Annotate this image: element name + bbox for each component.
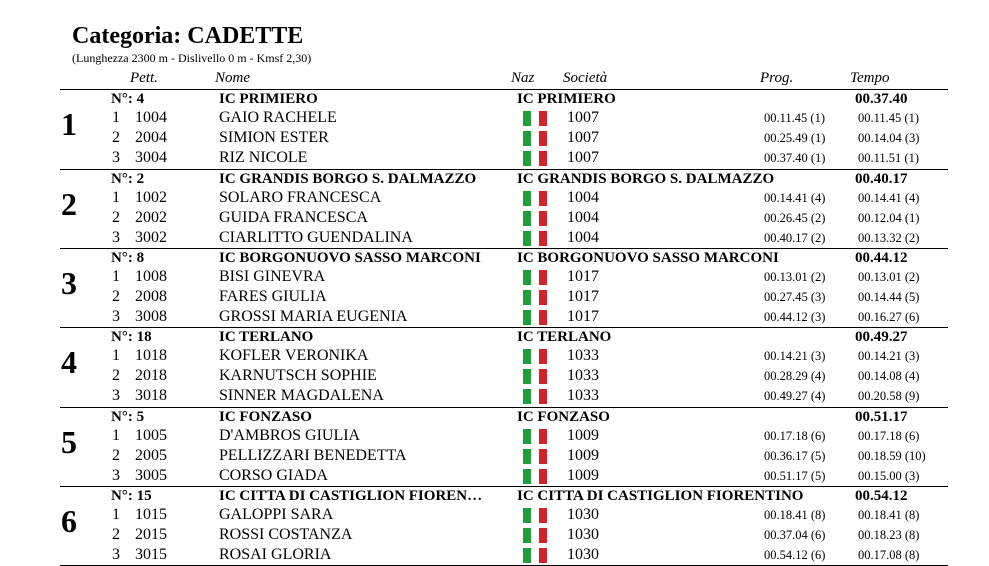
italy-flag-icon <box>523 151 547 166</box>
athlete-bib: 3002 <box>135 229 167 246</box>
athlete-bib: 3015 <box>135 546 167 563</box>
athlete-name: RIZ NICOLE <box>219 149 308 166</box>
athlete-name: ROSAI GLORIA <box>219 546 332 563</box>
athlete-split-time: 00.15.00 (3) <box>858 469 920 483</box>
athlete-split-time: 00.11.45 (1) <box>858 111 919 125</box>
team-header-row <box>0 486 989 506</box>
italy-flag-icon <box>523 369 547 384</box>
athlete-progressive-time: 00.14.21 (3) <box>764 349 826 363</box>
athlete-row <box>0 426 989 446</box>
italy-flag-icon <box>523 310 547 325</box>
athlete-leg: 2 <box>112 129 120 146</box>
athlete-name: ROSSI COSTANZA <box>219 526 353 543</box>
team-number: N°: 8 <box>111 250 145 266</box>
athlete-club-code: 1009 <box>567 427 599 444</box>
athlete-leg: 1 <box>112 506 120 523</box>
team-rank: 2 <box>61 186 77 222</box>
team-total-time: 00.49.27 <box>855 329 908 345</box>
athlete-bib: 3008 <box>135 308 167 325</box>
athlete-split-time: 00.18.23 (8) <box>858 528 920 542</box>
team-name: IC PRIMIERO <box>219 91 318 107</box>
athlete-leg: 1 <box>112 268 120 285</box>
athlete-club-code: 1007 <box>567 149 599 166</box>
athlete-leg: 2 <box>112 288 120 305</box>
italy-flag-icon <box>523 131 547 146</box>
athlete-name: GALOPPI SARA <box>219 506 334 523</box>
column-nome: Nome <box>215 70 250 86</box>
athlete-club-code: 1007 <box>567 109 599 126</box>
italy-flag-icon <box>523 508 547 523</box>
team-society: IC BORGONUOVO SASSO MARCONI <box>517 250 779 266</box>
athlete-bib: 3018 <box>135 387 167 404</box>
athlete-split-time: 00.13.01 (2) <box>858 270 920 284</box>
team-rank: 5 <box>61 424 77 460</box>
athlete-club-code: 1004 <box>567 209 599 226</box>
athlete-club-code: 1017 <box>567 308 599 325</box>
athlete-split-time: 00.14.44 (5) <box>858 290 920 304</box>
athlete-split-time: 00.18.41 (8) <box>858 508 920 522</box>
athlete-row <box>0 545 989 565</box>
athlete-leg: 2 <box>112 447 120 464</box>
athlete-row <box>0 108 989 128</box>
team-rank: 3 <box>61 265 77 301</box>
athlete-leg: 1 <box>112 109 120 126</box>
italy-flag-icon <box>523 111 547 126</box>
category-title: Categoria: CADETTE <box>72 23 304 49</box>
team-total-time: 00.51.17 <box>855 409 908 425</box>
athlete-progressive-time: 00.27.45 (3) <box>764 290 826 304</box>
athlete-row <box>0 386 989 406</box>
italy-flag-icon <box>523 231 547 246</box>
athlete-progressive-time: 00.51.17 (5) <box>764 469 826 483</box>
athlete-row <box>0 148 989 168</box>
athlete-progressive-time: 00.26.45 (2) <box>764 211 826 225</box>
athlete-name: FARES GIULIA <box>219 288 327 305</box>
athlete-club-code: 1030 <box>567 546 599 563</box>
athlete-progressive-time: 00.44.12 (3) <box>764 310 826 324</box>
team-block <box>0 327 989 406</box>
italy-flag-icon <box>523 211 547 226</box>
team-total-time: 00.40.17 <box>855 171 908 187</box>
athlete-row <box>0 228 989 248</box>
athlete-bib: 3004 <box>135 149 167 166</box>
athlete-split-time: 00.17.08 (8) <box>858 548 920 562</box>
athlete-name: SINNER MAGDALENA <box>219 387 384 404</box>
athlete-bib: 1002 <box>135 189 167 206</box>
athlete-name: D'AMBROS GIULIA <box>219 427 361 444</box>
athlete-split-time: 00.14.41 (4) <box>858 191 920 205</box>
team-total-time: 00.37.40 <box>855 91 908 107</box>
athlete-row <box>0 505 989 525</box>
athlete-bib: 2005 <box>135 447 167 464</box>
athlete-split-time: 00.18.59 (10) <box>858 449 926 463</box>
athlete-split-time: 00.20.58 (9) <box>858 389 920 403</box>
italy-flag-icon <box>523 429 547 444</box>
athlete-progressive-time: 00.36.17 (5) <box>764 449 826 463</box>
team-number: N°: 4 <box>111 91 145 107</box>
athlete-leg: 2 <box>112 367 120 384</box>
athlete-split-time: 00.14.04 (3) <box>858 131 920 145</box>
athlete-name: KARNUTSCH SOPHIE <box>219 367 377 384</box>
athlete-row <box>0 287 989 307</box>
italy-flag-icon <box>523 389 547 404</box>
athlete-row <box>0 366 989 386</box>
athlete-split-time: 00.16.27 (6) <box>858 310 920 324</box>
athlete-club-code: 1009 <box>567 467 599 484</box>
column-prog: Prog. <box>760 70 794 86</box>
team-number: N°: 18 <box>111 329 152 345</box>
italy-flag-icon <box>523 469 547 484</box>
athlete-bib: 2018 <box>135 367 167 384</box>
athlete-leg: 1 <box>112 347 120 364</box>
athlete-progressive-time: 00.13.01 (2) <box>764 270 826 284</box>
athlete-leg: 3 <box>112 229 120 246</box>
athlete-bib: 1005 <box>135 427 167 444</box>
italy-flag-icon <box>523 528 547 543</box>
athlete-row <box>0 446 989 466</box>
athlete-bib: 1004 <box>135 109 167 126</box>
team-society: IC TERLANO <box>517 329 612 345</box>
athlete-name: GUIDA FRANCESCA <box>219 209 368 226</box>
athlete-name: GAIO RACHELE <box>219 109 337 126</box>
column-tempo: Tempo <box>850 70 890 86</box>
athlete-row <box>0 466 989 486</box>
athlete-name: BISI GINEVRA <box>219 268 326 285</box>
athlete-name: PELLIZZARI BENEDETTA <box>219 447 407 464</box>
athlete-club-code: 1033 <box>567 367 599 384</box>
athlete-progressive-time: 00.49.27 (4) <box>764 389 826 403</box>
athlete-name: SIMION ESTER <box>219 129 329 146</box>
athlete-progressive-time: 00.18.41 (8) <box>764 508 826 522</box>
italy-flag-icon <box>523 548 547 563</box>
team-name: IC FONZASO <box>219 409 312 425</box>
column-societa: Società <box>563 70 608 86</box>
athlete-bib: 2004 <box>135 129 167 146</box>
athlete-club-code: 1007 <box>567 129 599 146</box>
athlete-leg: 1 <box>112 427 120 444</box>
athlete-row <box>0 208 989 228</box>
team-name: IC CITTA DI CASTIGLION FIOREN… <box>219 488 483 504</box>
team-block <box>0 486 989 565</box>
team-header-row <box>0 407 989 427</box>
column-pett: Pett. <box>130 70 158 86</box>
athlete-club-code: 1030 <box>567 506 599 523</box>
athlete-bib: 2008 <box>135 288 167 305</box>
team-rank: 4 <box>61 344 77 380</box>
column-naz: Naz <box>511 70 535 86</box>
athlete-bib: 3005 <box>135 467 167 484</box>
team-header-row <box>0 89 989 109</box>
athlete-club-code: 1033 <box>567 387 599 404</box>
athlete-club-code: 1017 <box>567 268 599 285</box>
team-block <box>0 169 989 248</box>
athlete-progressive-time: 00.37.40 (1) <box>764 151 826 165</box>
team-name: IC BORGONUOVO SASSO MARCONI <box>219 250 481 266</box>
team-header-row <box>0 248 989 268</box>
athlete-split-time: 00.14.08 (4) <box>858 369 920 383</box>
athlete-progressive-time: 00.17.18 (6) <box>764 429 826 443</box>
team-name: IC GRANDIS BORGO S. DALMAZZO <box>219 171 477 187</box>
italy-flag-icon <box>523 349 547 364</box>
team-block <box>0 407 989 486</box>
category-subtitle: (Lunghezza 2300 m - Dislivello 0 m - Kmsf 2,30) <box>72 51 312 65</box>
athlete-leg: 3 <box>112 387 120 404</box>
athlete-row <box>0 346 989 366</box>
athlete-progressive-time: 00.54.12 (6) <box>764 548 826 562</box>
athlete-row <box>0 267 989 287</box>
athlete-club-code: 1009 <box>567 447 599 464</box>
athlete-name: GROSSI MARIA EUGENIA <box>219 308 408 325</box>
athlete-row <box>0 525 989 545</box>
athlete-leg: 2 <box>112 526 120 543</box>
athlete-club-code: 1004 <box>567 229 599 246</box>
athlete-progressive-time: 00.37.04 (6) <box>764 528 826 542</box>
team-society: IC FONZASO <box>517 409 610 425</box>
athlete-bib: 1018 <box>135 347 167 364</box>
athlete-bib: 2002 <box>135 209 167 226</box>
athlete-row <box>0 307 989 327</box>
team-number: N°: 15 <box>111 488 152 504</box>
italy-flag-icon <box>523 191 547 206</box>
athlete-name: CIARLITTO GUENDALINA <box>219 229 413 246</box>
italy-flag-icon <box>523 449 547 464</box>
athlete-bib: 1015 <box>135 506 167 523</box>
athlete-club-code: 1004 <box>567 189 599 206</box>
athlete-progressive-time: 00.14.41 (4) <box>764 191 826 205</box>
team-total-time: 00.44.12 <box>855 250 908 266</box>
athlete-leg: 1 <box>112 189 120 206</box>
athlete-bib: 2015 <box>135 526 167 543</box>
athlete-leg: 3 <box>112 467 120 484</box>
athlete-club-code: 1017 <box>567 288 599 305</box>
athlete-split-time: 00.14.21 (3) <box>858 349 920 363</box>
italy-flag-icon <box>523 270 547 285</box>
athlete-row <box>0 128 989 148</box>
athlete-leg: 3 <box>112 149 120 166</box>
athlete-split-time: 00.13.32 (2) <box>858 231 920 245</box>
team-header-row <box>0 169 989 189</box>
athlete-split-time: 00.12.04 (1) <box>858 211 920 225</box>
athlete-row <box>0 188 989 208</box>
team-block <box>0 248 989 327</box>
team-name: IC TERLANO <box>219 329 314 345</box>
team-number: N°: 2 <box>111 171 145 187</box>
athlete-leg: 2 <box>112 209 120 226</box>
athlete-club-code: 1030 <box>567 526 599 543</box>
team-society: IC GRANDIS BORGO S. DALMAZZO <box>517 171 775 187</box>
team-total-time: 00.54.12 <box>855 488 908 504</box>
italy-flag-icon <box>523 290 547 305</box>
column-header-row <box>0 70 989 88</box>
athlete-name: SOLARO FRANCESCA <box>219 189 382 206</box>
athlete-name: CORSO GIADA <box>219 467 328 484</box>
athlete-progressive-time: 00.28.29 (4) <box>764 369 826 383</box>
athlete-leg: 3 <box>112 308 120 325</box>
athlete-club-code: 1033 <box>567 347 599 364</box>
athlete-leg: 3 <box>112 546 120 563</box>
athlete-split-time: 00.11.51 (1) <box>858 151 919 165</box>
team-society: IC PRIMIERO <box>517 91 616 107</box>
athlete-split-time: 00.17.18 (6) <box>858 429 920 443</box>
team-header-row <box>0 327 989 347</box>
athlete-bib: 1008 <box>135 268 167 285</box>
athlete-progressive-time: 00.11.45 (1) <box>764 111 825 125</box>
team-rank: 1 <box>61 106 77 142</box>
team-rank: 6 <box>61 503 77 539</box>
team-block <box>0 89 989 168</box>
athlete-progressive-time: 00.25.49 (1) <box>764 131 826 145</box>
athlete-progressive-time: 00.40.17 (2) <box>764 231 826 245</box>
team-number: N°: 5 <box>111 409 145 425</box>
team-society: IC CITTA DI CASTIGLION FIORENTINO <box>517 488 804 504</box>
athlete-name: KOFLER VERONIKA <box>219 347 369 364</box>
